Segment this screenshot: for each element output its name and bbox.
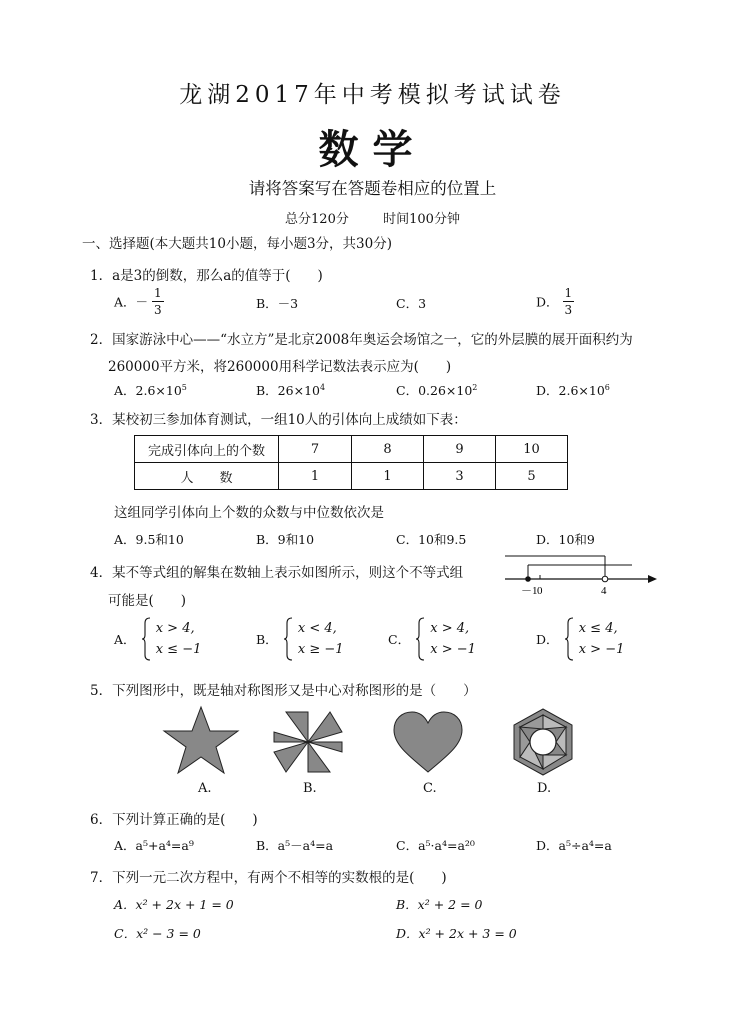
table-cell: 3 — [424, 463, 496, 490]
q5-label-d: D. — [537, 781, 552, 796]
exam-info — [0, 208, 745, 227]
q2-option-b: B．$26\times 10^4$ — [256, 382, 326, 398]
q4-number-line — [500, 550, 665, 600]
q3-followup: 这组同学引体向上个数的众数与中位数依次是 — [114, 505, 384, 521]
q3-option-c: C．10和9.5 — [396, 532, 467, 547]
table-cell: 1 — [279, 463, 352, 490]
q7-option-a: A．x² + 2x + 1 = 0 — [114, 897, 234, 912]
pinwheel-shape-icon — [272, 708, 344, 776]
q5-label-b: B. — [303, 781, 317, 796]
q3-option-d: D．10和9 — [536, 532, 595, 547]
q2-option-d: D．$2.6\times 10^6$ — [536, 382, 610, 398]
q1-option-a — [114, 287, 164, 316]
q1-d-prefix: D． — [536, 294, 559, 310]
subject-title: 数学 — [318, 127, 427, 173]
q4-option-b: B． x < 4, x ≥ −1 — [256, 617, 344, 661]
q1-option-b: B．－3 — [256, 296, 299, 311]
table-row — [135, 436, 568, 463]
q3-stem: 3．某校初三参加体育测试，一组10人的引体向上成绩如下表： — [90, 412, 467, 428]
q6-stem: 6．下列计算正确的是( ) — [90, 812, 258, 828]
table-cell: 9 — [424, 436, 496, 463]
q4-option-a: A． x > 4, x ≤ −1 — [114, 617, 201, 661]
q7-stem: 7．下列一元二次方程中，有两个不相等的实数根的是( ) — [90, 870, 447, 886]
hexagon-rotor-shape-icon — [508, 707, 578, 777]
axis-label-4: 4 — [601, 585, 607, 597]
q4-stem-line1: 4．某不等式组的解集在数轴上表示如图所示，则这个不等式组 — [90, 565, 464, 581]
axis-label-neg1: －1 — [521, 585, 538, 597]
section-heading: 一、选择题(本大题共10小题，每小题3分，共30分) — [82, 236, 392, 252]
table-cell: 人 数 — [135, 463, 279, 490]
q1-option-d — [536, 287, 574, 316]
star-shape-icon — [160, 705, 242, 775]
q6-option-c: C．a⁵·a⁴=a²⁰ — [396, 838, 475, 853]
table-row — [135, 463, 568, 490]
table-cell: 完成引体向上的个数 — [135, 436, 279, 463]
q2-stem-line2: 260000平方米，将260000用科学记数法表示应为( ) — [108, 359, 452, 375]
q6-option-b: B．a⁵－a⁴=a — [256, 838, 334, 853]
q2-option-a: A．$2.6\times 10^5$ — [114, 382, 187, 398]
exam-time: 时间100分钟 — [383, 212, 460, 227]
q4-option-c: C． x > 4, x > −1 — [388, 617, 476, 661]
q6-option-a: A．a⁵+a⁴=a⁹ — [114, 838, 194, 853]
q2-stem-line1: 2．国家游泳中心——“水立方”是北京2008年奥运会场馆之一，它的外层膜的展开面积约为 — [90, 332, 633, 348]
heart-shape-icon — [392, 710, 464, 774]
q5-stem: 5．下列图形中，既是轴对称图形又是中心对称图形的是（ ） — [90, 683, 477, 699]
table-cell: 7 — [279, 436, 352, 463]
table-cell: 8 — [352, 436, 424, 463]
brace-icon — [283, 617, 293, 661]
q1-a-fraction: $\frac{1}{3}$ — [154, 286, 162, 317]
q7-option-c: C．x² − 3 = 0 — [114, 926, 201, 941]
total-score: 总分120分 — [285, 212, 349, 227]
q7-option-b: B．x² + 2 = 0 — [396, 897, 483, 912]
axis-label-0: 0 — [537, 585, 543, 597]
q4-stem-line2: 可能是( ) — [108, 593, 187, 609]
q3-score-table — [134, 435, 568, 490]
q3-option-a: A．9.5和10 — [114, 532, 184, 547]
q5-label-a: A. — [198, 781, 212, 796]
q1-option-c: C．3 — [396, 296, 427, 311]
q1-stem: 1．a是3的倒数，那么a的值等于( ) — [90, 268, 323, 284]
q4-option-d: D． x ≤ 4, x > −1 — [536, 617, 624, 661]
brace-icon — [141, 617, 151, 661]
q1-a-prefix: A．－ — [114, 294, 149, 310]
q3-option-b: B．9和10 — [256, 532, 315, 547]
answer-note: 请将答案写在答题卷相应的位置上 — [248, 179, 497, 198]
q1-d-fraction: $\frac{1}{3}$ — [564, 286, 573, 317]
brace-icon — [564, 617, 574, 661]
table-cell: 5 — [496, 463, 568, 490]
q6-option-d: D．a⁵÷a⁴=a — [536, 838, 612, 853]
q2-option-c: C．$0.26\times 10^2$ — [396, 382, 478, 398]
q7-option-d: D．x² + 2x + 3 = 0 — [396, 926, 517, 941]
table-cell: 1 — [352, 463, 424, 490]
exam-title: 龙湖2017年中考模拟考试试卷 — [179, 82, 566, 108]
table-cell: 10 — [496, 436, 568, 463]
brace-icon — [415, 617, 425, 661]
q5-label-c: C. — [423, 781, 437, 796]
